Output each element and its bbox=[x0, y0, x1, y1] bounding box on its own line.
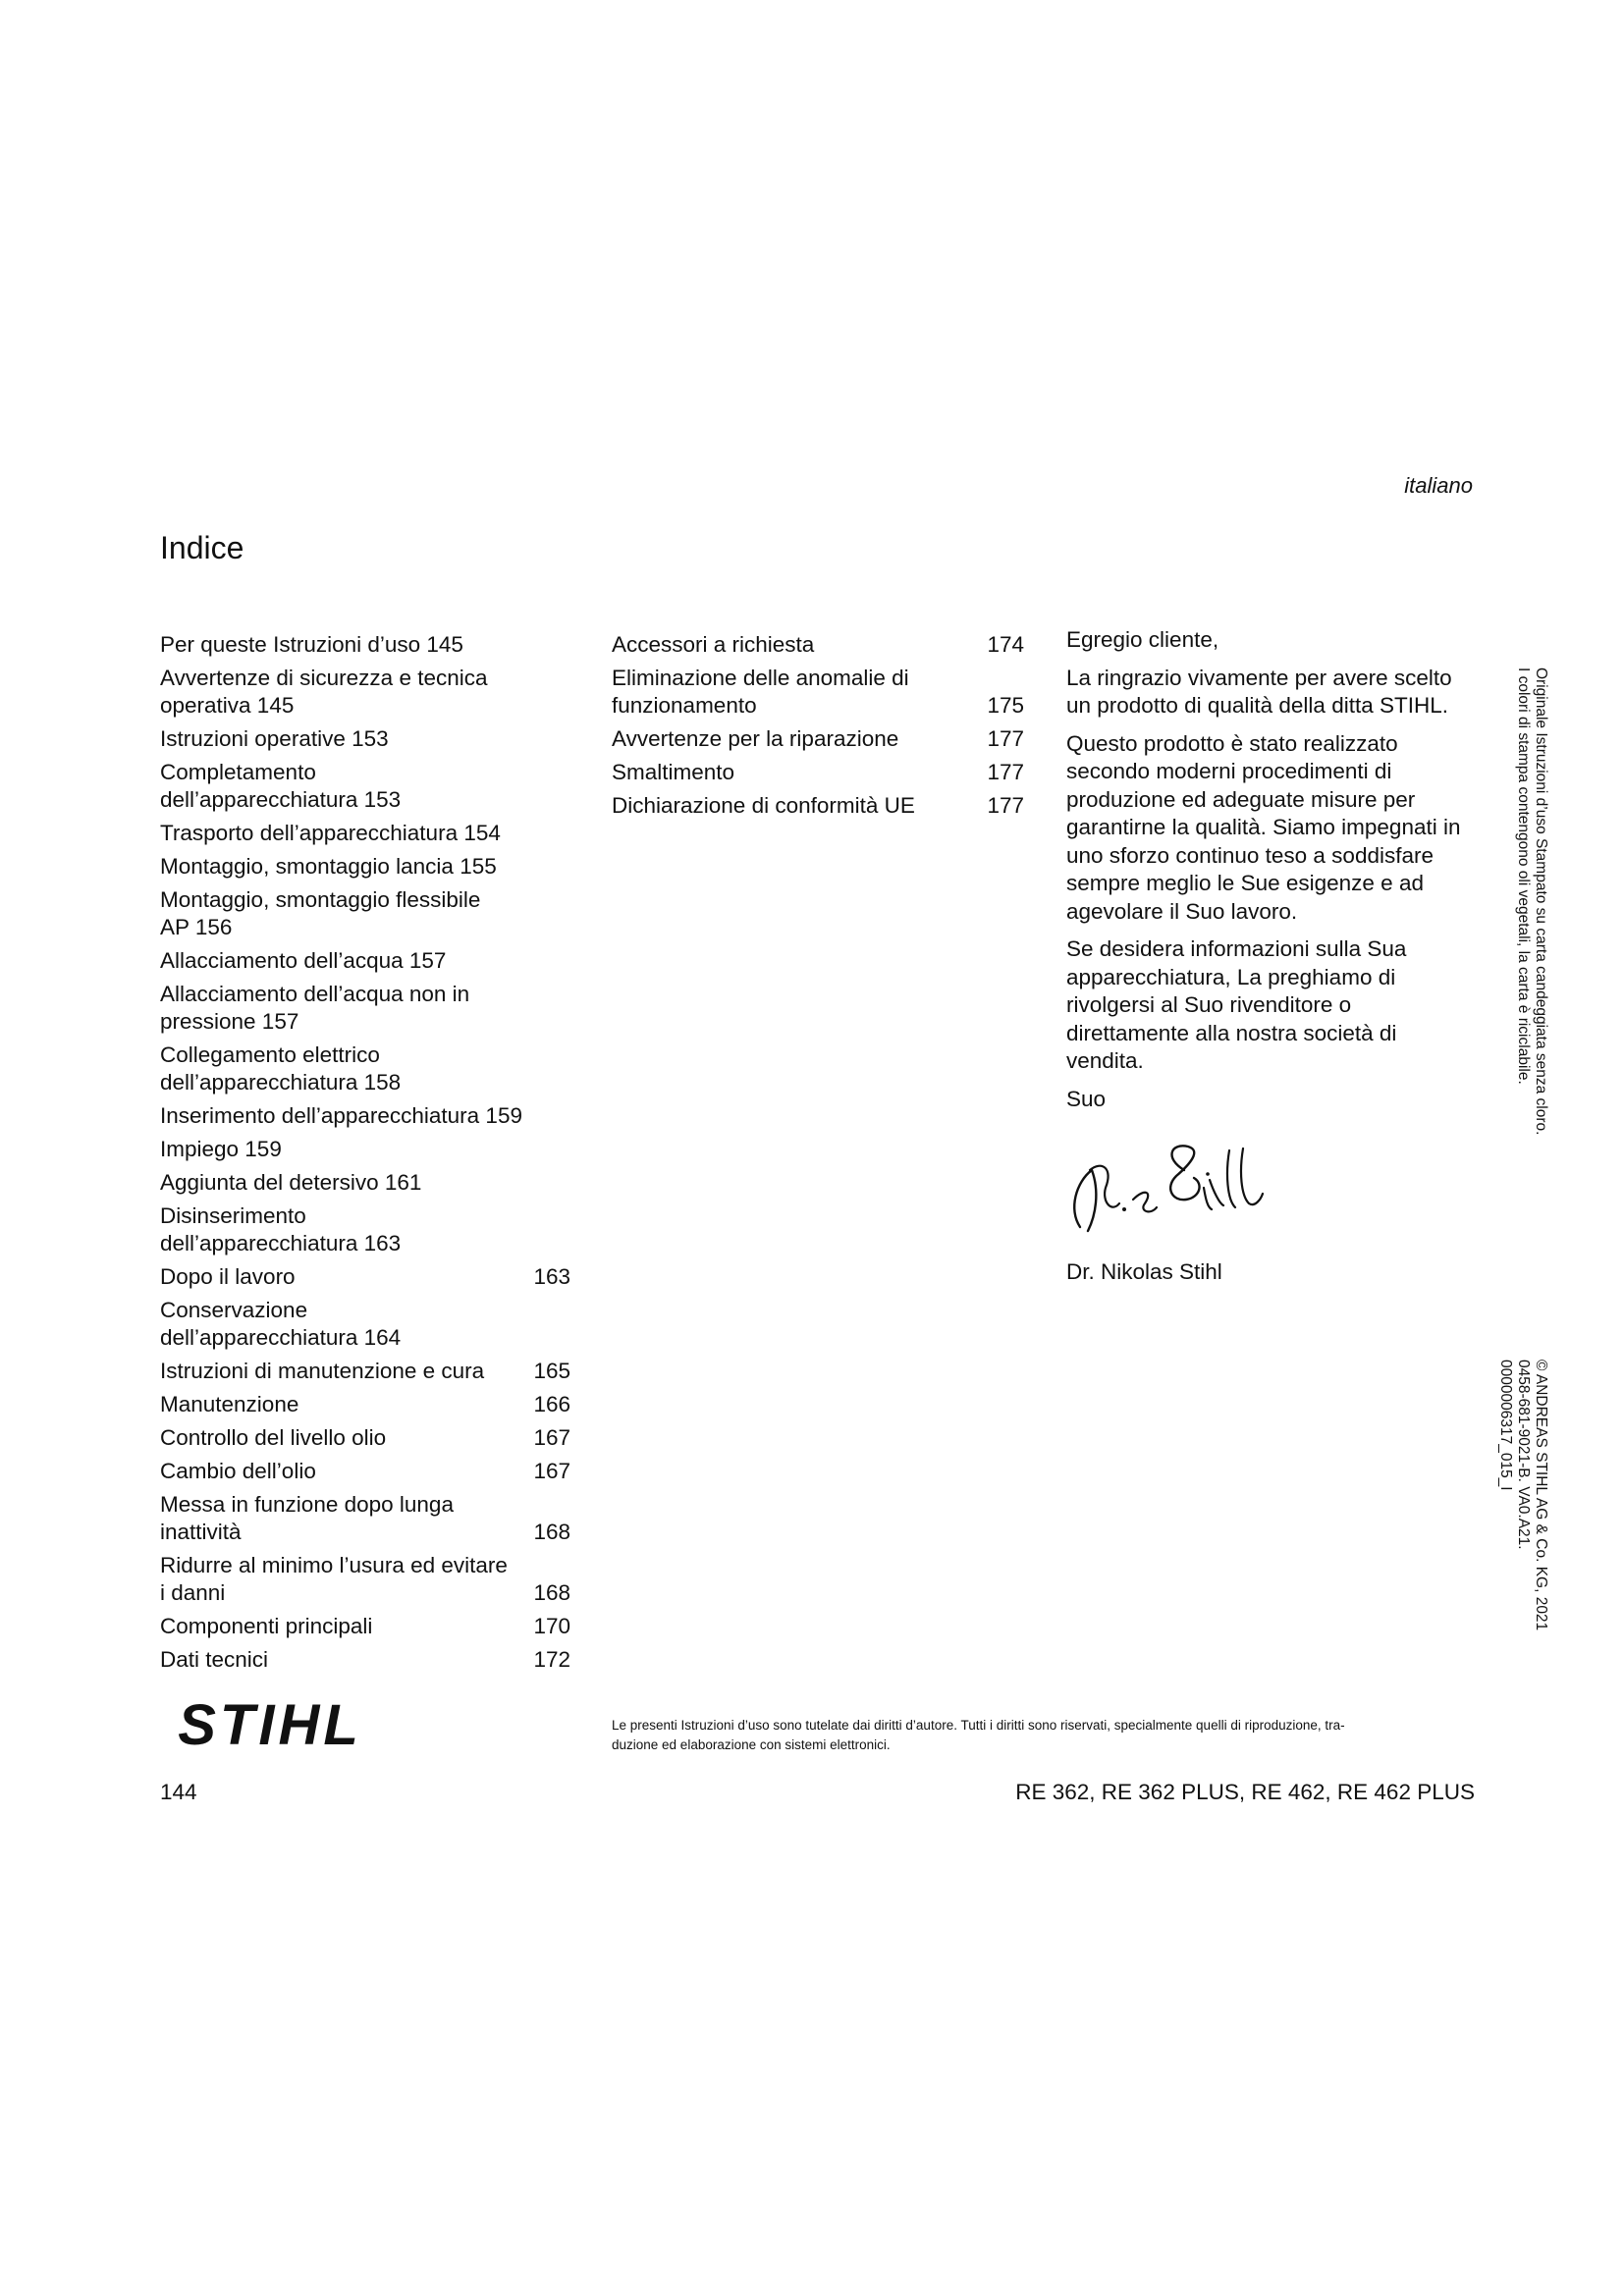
stihl-logo bbox=[160, 1699, 382, 1750]
toc-entry-title: Allacciamento dell’acqua non in pressione 157 bbox=[160, 982, 470, 1034]
language-label: italiano bbox=[1404, 473, 1473, 498]
signer-name: Dr. Nikolas Stihl bbox=[1066, 1259, 1222, 1284]
toc-entry-page: 167 bbox=[533, 1425, 570, 1450]
toc-entry-page: 175 bbox=[987, 693, 1024, 718]
toc-entry-title: Componenti principali bbox=[160, 1614, 373, 1638]
toc-entry-title: Manutenzione bbox=[160, 1392, 299, 1416]
toc-entry-title: Montaggio, smontaggio flessibile AP 156 bbox=[160, 887, 481, 939]
toc-entry bbox=[160, 1102, 570, 1130]
toc-entry bbox=[160, 1358, 570, 1385]
copyright-notice: Le presenti Istruzioni d’uso sono tutelate dai diritti d’autore. Tutti i diritti sono riservati, specialmente quelli di riproduzione, tra- duzione ed elaborazione con sistemi elettronici. bbox=[612, 1718, 1345, 1752]
copyright-sidebar bbox=[1496, 1360, 1549, 1630]
toc-entry bbox=[612, 631, 1024, 659]
toc-entry-title: Cambio dell’olio bbox=[160, 1459, 316, 1483]
toc-column-1 bbox=[160, 631, 570, 1680]
toc-entry-title: Messa in funzione dopo lunga inattività bbox=[160, 1492, 454, 1544]
toc-entry-page: 166 bbox=[533, 1392, 570, 1416]
logo-text: STIHL bbox=[178, 1699, 362, 1750]
toc-entry-title: Avvertenze per la riparazione bbox=[612, 726, 899, 751]
toc-column-2 bbox=[612, 631, 1024, 826]
toc-entry-title: Impiego 159 bbox=[160, 1137, 282, 1161]
toc-entry-title: Allacciamento dell’acqua 157 bbox=[160, 948, 447, 973]
toc-entry-title: Dopo il lavoro bbox=[160, 1264, 296, 1289]
document-code: 0000006317_015_I bbox=[1497, 1360, 1514, 1491]
signature-image bbox=[1062, 1131, 1278, 1249]
toc-entry bbox=[160, 1491, 570, 1546]
toc-entry-title: Completamento dell’apparecchiatura 153 bbox=[160, 760, 402, 812]
model-list: RE 362, RE 362 PLUS, RE 462, RE 462 PLUS bbox=[1015, 1780, 1475, 1804]
toc-entry-title: Accessori a richiesta bbox=[612, 632, 815, 657]
toc-entry-title: Aggiunta del detersivo 161 bbox=[160, 1170, 422, 1195]
toc-entry bbox=[612, 665, 1024, 720]
toc-entry-title: Avvertenze di sicurezza e tecnica operativa 145 bbox=[160, 666, 488, 718]
toc-entry bbox=[160, 631, 570, 659]
toc-entry bbox=[612, 792, 1024, 820]
toc-entry-title: Eliminazione delle anomalie di funzionamento bbox=[612, 666, 909, 718]
toc-entry bbox=[160, 1202, 570, 1257]
toc-entry-page: 167 bbox=[533, 1459, 570, 1483]
page-number: 144 bbox=[160, 1780, 197, 1804]
print-note bbox=[1514, 667, 1549, 1135]
page-title: Indice bbox=[160, 530, 244, 565]
toc-entry-title: Dichiarazione di conformità UE bbox=[612, 793, 915, 818]
toc-entry bbox=[160, 1646, 570, 1674]
toc-entry-page: 168 bbox=[533, 1580, 570, 1605]
toc-entry-title: Collegamento elettrico dell’apparecchiatura 158 bbox=[160, 1042, 402, 1095]
toc-entry-title: Dati tecnici bbox=[160, 1647, 269, 1672]
toc-entry-page: 177 bbox=[987, 760, 1024, 784]
toc-entry bbox=[160, 1613, 570, 1640]
toc-entry-page: 170 bbox=[533, 1614, 570, 1638]
letter-paragraph: La ringrazio vivamente per avere scelto un prodotto di qualità della ditta STIHL. bbox=[1066, 665, 1452, 718]
toc-entry-page: 168 bbox=[533, 1520, 570, 1544]
toc-entry-title: Inserimento dell’apparecchiatura 159 bbox=[160, 1103, 522, 1128]
print-note-line: Originale Istruzioni d’uso Stampato su carta candeggiata senza cloro. bbox=[1533, 667, 1549, 1136]
toc-entry-title: Istruzioni operative 153 bbox=[160, 726, 389, 751]
toc-entry-title: Ridurre al minimo l’usura ed evitare i danni bbox=[160, 1553, 508, 1605]
document-code: 0458-681-9021-B. VA0.A21. bbox=[1515, 1360, 1532, 1550]
toc-entry bbox=[160, 886, 570, 941]
toc-entry bbox=[160, 947, 570, 975]
toc-entry-title: Conservazione dell’apparecchiatura 164 bbox=[160, 1298, 402, 1350]
toc-entry bbox=[160, 1424, 570, 1452]
toc-entry-page: 172 bbox=[533, 1647, 570, 1672]
toc-entry-title: Per queste Istruzioni d’uso 145 bbox=[160, 632, 463, 657]
toc-entry-page: 174 bbox=[987, 632, 1024, 657]
toc-entry-page: 177 bbox=[987, 793, 1024, 818]
toc-entry-title: Istruzioni di manutenzione e cura bbox=[160, 1359, 485, 1383]
letter-paragraph: Se desidera informazioni sulla Sua apparecchiatura, La preghiamo di rivolgersi al Suo rivenditore o direttamente alla nostra società di vendita. bbox=[1066, 936, 1407, 1073]
toc-entry bbox=[160, 820, 570, 847]
copyright-line: © ANDREAS STIHL AG & Co. KG, 2021 bbox=[1533, 1360, 1549, 1631]
toc-entry bbox=[160, 981, 570, 1036]
letter-closing: Suo bbox=[1066, 1086, 1107, 1111]
toc-entry bbox=[160, 853, 570, 881]
toc-entry-page: 177 bbox=[987, 726, 1024, 751]
toc-entry-title: Controllo del livello olio bbox=[160, 1425, 387, 1450]
toc-entry-page: 163 bbox=[533, 1264, 570, 1289]
toc-entry bbox=[612, 759, 1024, 786]
toc-entry-page: 165 bbox=[533, 1359, 570, 1383]
toc-entry bbox=[160, 1263, 570, 1291]
print-note-line: I colori di stampa contengono oli vegetali, la carta è riciclabile. bbox=[1515, 667, 1532, 1085]
toc-entry bbox=[160, 1391, 570, 1418]
toc-entry bbox=[160, 1458, 570, 1485]
toc-entry-title: Smaltimento bbox=[612, 760, 735, 784]
toc-entry-title: Trasporto dell’apparecchiatura 154 bbox=[160, 821, 501, 845]
toc-entry bbox=[160, 1552, 570, 1607]
toc-entry bbox=[160, 1041, 570, 1096]
toc-entry bbox=[160, 1297, 570, 1352]
toc-entry-title: Disinserimento dell’apparecchiatura 163 bbox=[160, 1203, 402, 1255]
toc-entry bbox=[160, 1136, 570, 1163]
welcome-letter bbox=[1066, 626, 1489, 1123]
letter-paragraph: Questo prodotto è stato realizzato secondo moderni procedimenti di produzione ed adeguate misure per garantirne la qualità. Siamo impegnati in uno sforzo continuo teso a soddisfare sempre meglio le Sue esigenze e ad agevolare il Suo lavoro. bbox=[1066, 730, 1461, 924]
toc-entry bbox=[160, 759, 570, 814]
toc-entry-title: Montaggio, smontaggio lancia 155 bbox=[160, 854, 497, 879]
letter-greeting: Egregio cliente, bbox=[1066, 627, 1219, 652]
toc-entry bbox=[160, 1169, 570, 1197]
toc-entry bbox=[160, 725, 570, 753]
toc-entry bbox=[160, 665, 570, 720]
toc-entry bbox=[612, 725, 1024, 753]
